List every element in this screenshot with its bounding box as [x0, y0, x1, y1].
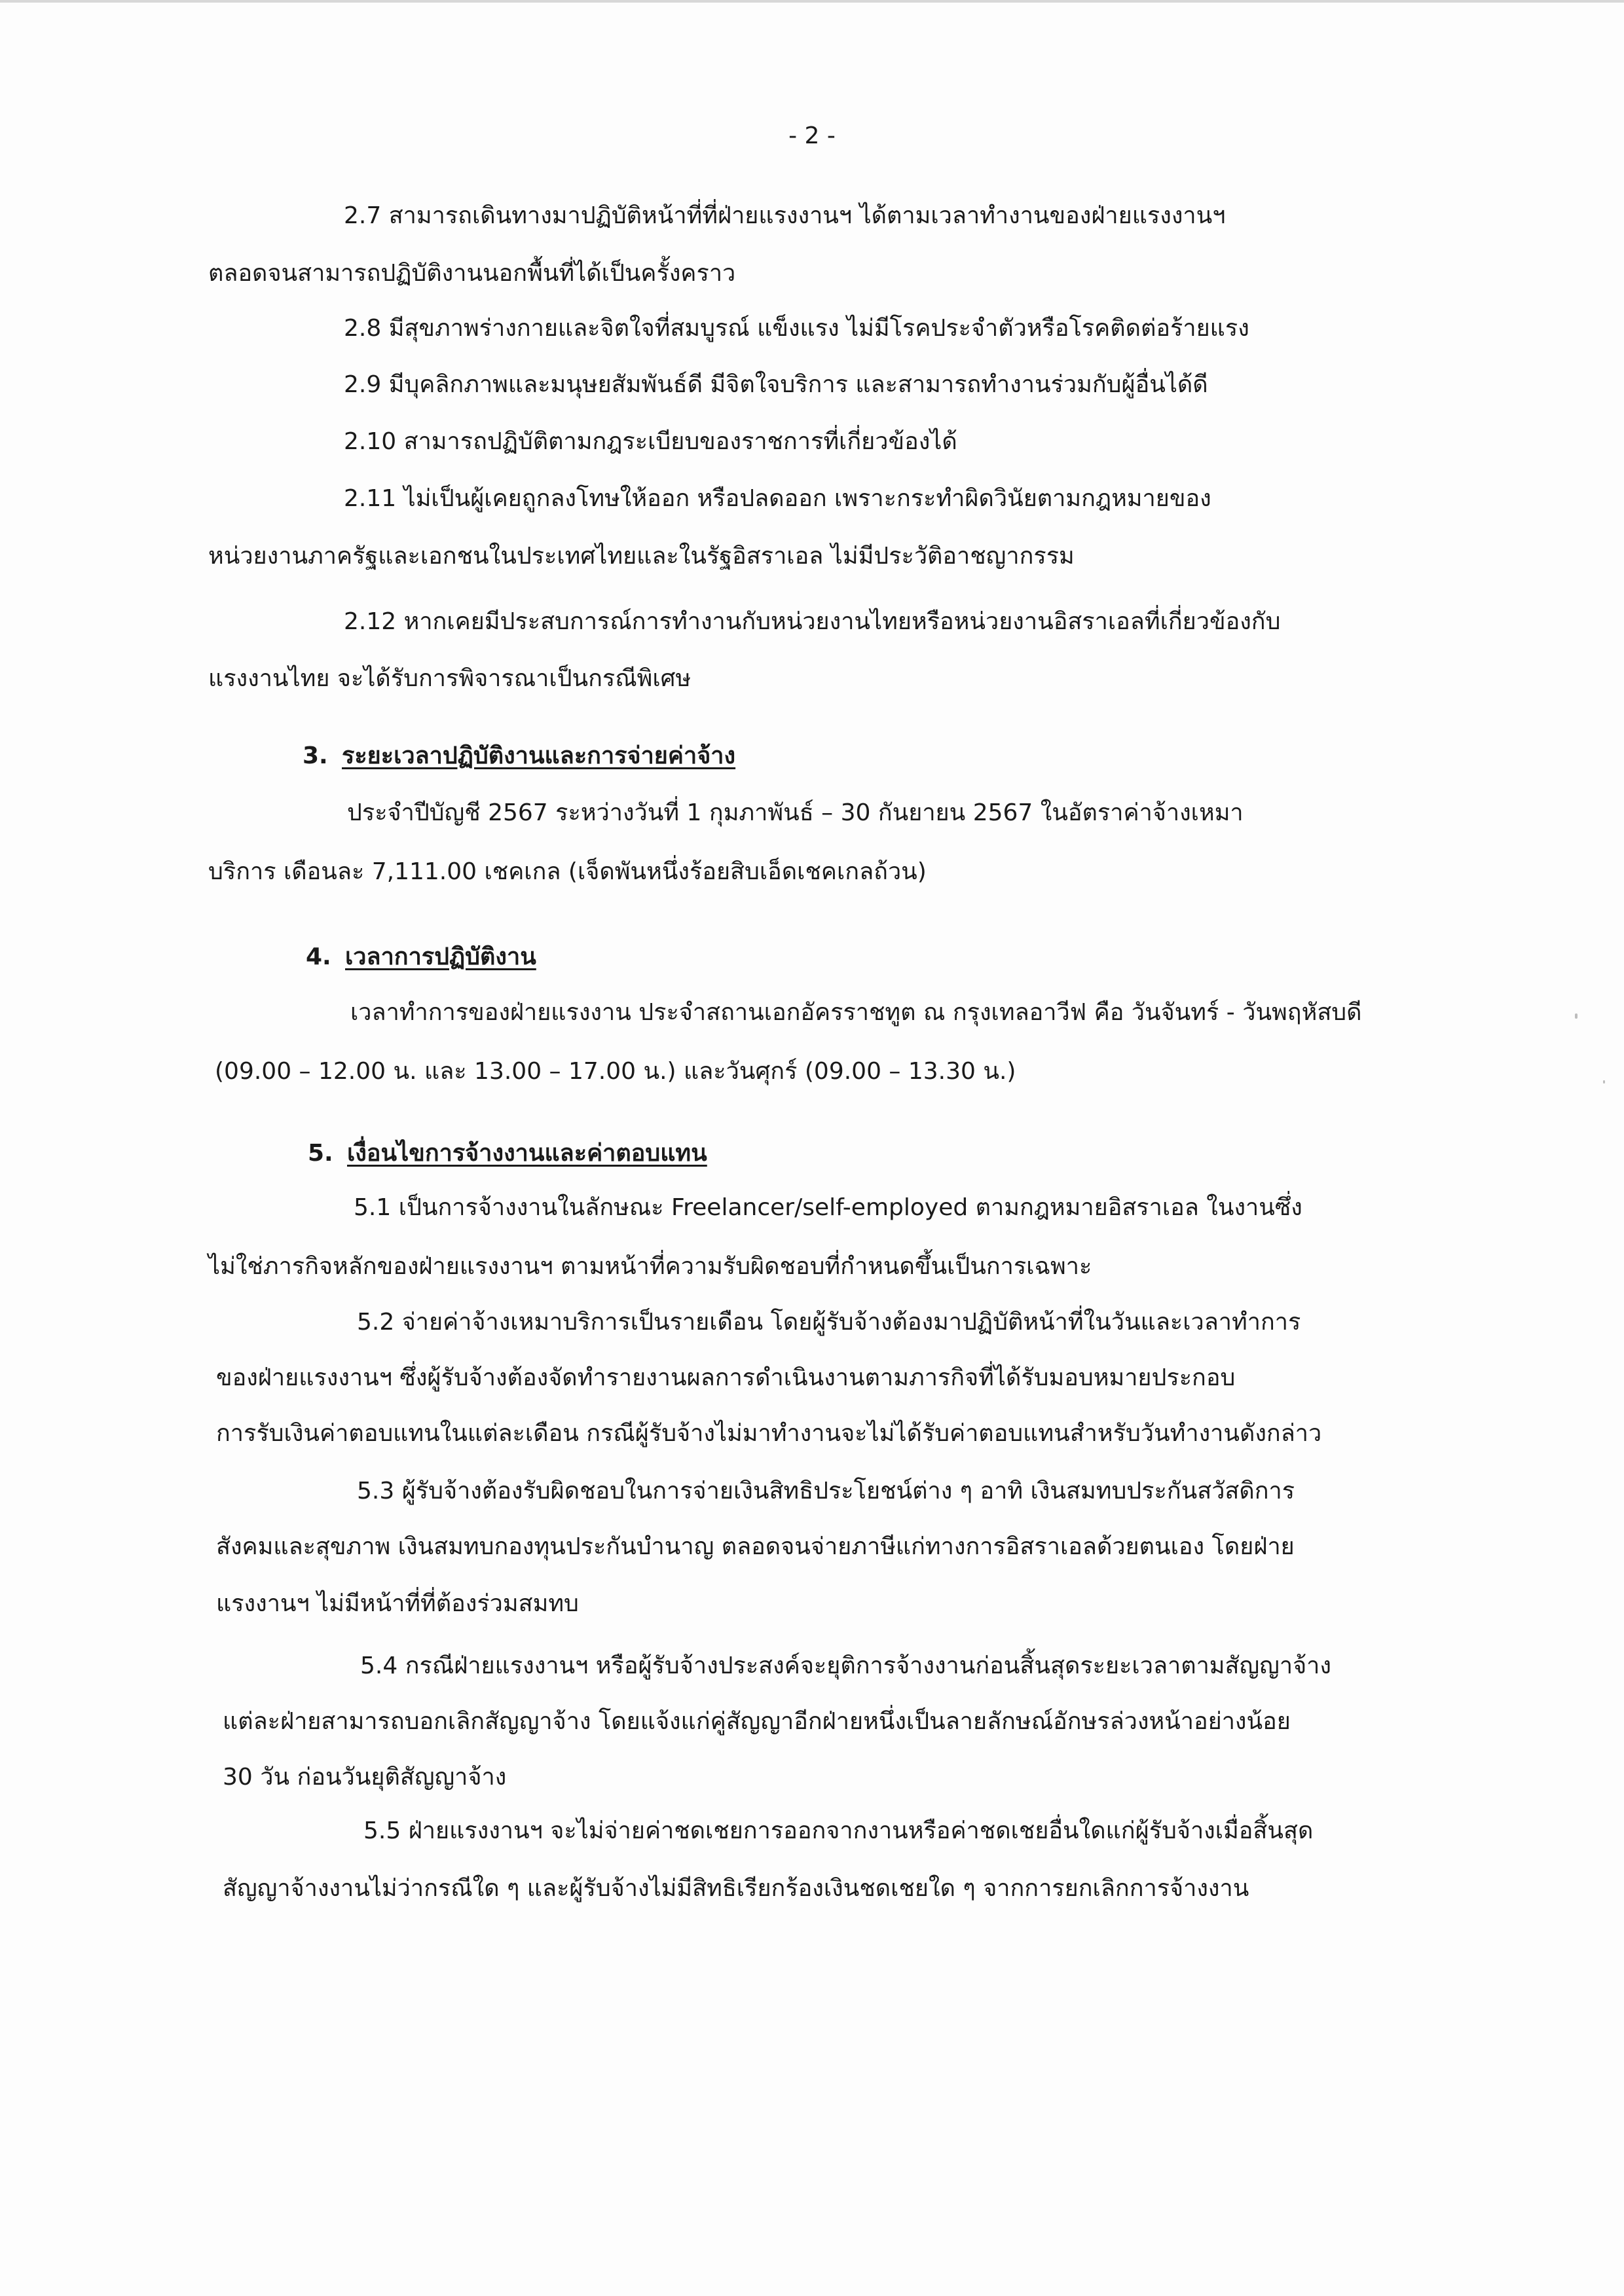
section-4-line1: เวลาทำการของฝ่ายแรงงาน ประจำสถานเอกอัครราชทูต ณ กรุงเทลอาวีฟ คือ วันจันทร์ - วันพฤหัสบดี	[350, 999, 1362, 1026]
item-2-10: 2.10 สามารถปฏิบัติตามกฎระเบียบของราชการที่เกี่ยวข้องได้	[344, 428, 957, 455]
scan-speck	[1575, 1013, 1578, 1019]
item-5-5-line2: สัญญาจ้างงานไม่ว่ากรณีใด ๆ และผู้รับจ้างไม่มีสิทธิเรียกร้องเงินชดเชยใด ๆ จากการยกเลิกการจ้างงาน	[223, 1875, 1249, 1902]
section-5-number: 5.	[308, 1140, 333, 1167]
item-5-5-line1: 5.5 ฝ่ายแรงงานฯ จะไม่จ่ายค่าชดเชยการออกจากงานหรือค่าชดเชยอื่นใดแก่ผู้รับจ้างเมื่อสิ้นสุด	[363, 1817, 1314, 1844]
section-4-line2: (09.00 – 12.00 น. และ 13.00 – 17.00 น.) และวันศุกร์ (09.00 – 13.30 น.)	[215, 1058, 1016, 1085]
section-5-heading	[308, 1137, 707, 1170]
section-3-number: 3.	[303, 742, 328, 769]
item-5-1-line2: ไม่ใช่ภารกิจหลักของฝ่ายแรงงานฯ ตามหน้าที่ความรับผิดชอบที่กำหนดขึ้นเป็นการเฉพาะ	[208, 1253, 1092, 1280]
item-5-4-line3: 30 วัน ก่อนวันยุติสัญญาจ้าง	[223, 1764, 507, 1791]
item-2-7-line1: 2.7 สามารถเดินทางมาปฏิบัติหน้าที่ที่ฝ่ายแรงงานฯ ได้ตามเวลาทำงานของฝ่ายแรงงานฯ	[344, 202, 1226, 229]
item-5-4-line2: แต่ละฝ่ายสามารถบอกเลิกสัญญาจ้าง โดยแจ้งแก่คู่สัญญาอีกฝ่ายหนึ่งเป็นลายลักษณ์อักษรล่วงหน้าอย่างน้อย	[223, 1708, 1291, 1735]
section-3-line2: บริการ เดือนละ 7,111.00 เชคเกล (เจ็ดพันหนึ่งร้อยสิบเอ็ดเชคเกลถ้วน)	[208, 858, 927, 885]
item-5-2-line1: 5.2 จ่ายค่าจ้างเหมาบริการเป็นรายเดือน โดยผู้รับจ้างต้องมาปฏิบัติหน้าที่ในวันและเวลาทำการ	[357, 1309, 1301, 1336]
item-2-12-line2: แรงงานไทย จะได้รับการพิจารณาเป็นกรณีพิเศษ	[208, 665, 692, 692]
item-5-2-line3: การรับเงินค่าตอบแทนในแต่ละเดือน กรณีผู้รับจ้างไม่มาทำงานจะไม่ได้รับค่าตอบแทนสำหรับวันทำงานดังกล่าว	[216, 1420, 1322, 1447]
item-5-4-line1: 5.4 กรณีฝ่ายแรงงานฯ หรือผู้รับจ้างประสงค์จะยุติการจ้างงานก่อนสิ้นสุดระยะเวลาตามสัญญาจ้าง	[360, 1652, 1331, 1679]
item-5-3-line3: แรงงานฯ ไม่มีหน้าที่ที่ต้องร่วมสมทบ	[216, 1590, 579, 1617]
item-5-3-line1: 5.3 ผู้รับจ้างต้องรับผิดชอบในการจ่ายเงินสิทธิประโยชน์ต่าง ๆ อาทิ เงินสมทบประกันสวัสดิการ	[357, 1478, 1295, 1504]
scan-edge	[0, 0, 1624, 3]
section-4-number: 4.	[306, 943, 331, 970]
section-3-heading	[303, 740, 735, 773]
scan-speck	[1603, 1080, 1605, 1084]
item-2-7-line2: ตลอดจนสามารถปฏิบัติงานนอกพื้นที่ได้เป็นครั้งคราว	[208, 260, 736, 287]
item-2-12-line1: 2.12 หากเคยมีประสบการณ์การทำงานกับหน่วยงานไทยหรือหน่วยงานอิสราเอลที่เกี่ยวข้องกับ	[344, 608, 1281, 635]
item-2-11-line1: 2.11 ไม่เป็นผู้เคยถูกลงโทษให้ออก หรือปลดออก เพราะกระทำผิดวินัยตามกฎหมายของ	[344, 485, 1211, 512]
section-4-title: เวลาการปฏิบัติงาน	[345, 943, 536, 970]
item-5-3-line2: สังคมและสุขภาพ เงินสมทบกองทุนประกันบำนาญ ตลอดจนจ่ายภาษีแก่ทางการอิสราเอลด้วยตนเอง โดยฝ่าย	[216, 1533, 1295, 1560]
section-3-title: ระยะเวลาปฏิบัติงานและการจ่ายค่าจ้าง	[342, 742, 736, 769]
section-5-title: เงื่อนไขการจ้างงานและค่าตอบแทน	[347, 1140, 707, 1167]
item-5-1-line1: 5.1 เป็นการจ้างงานในลักษณะ Freelancer/self-employed ตามกฎหมายอิสราเอล ในงานซึ่ง	[354, 1194, 1302, 1221]
section-4-heading	[306, 941, 536, 974]
item-5-2-line2: ของฝ่ายแรงงานฯ ซึ่งผู้รับจ้างต้องจัดทำรายงานผลการดำเนินงานตามภารกิจที่ได้รับมอบหมายประกอบ	[216, 1364, 1236, 1391]
item-2-8: 2.8 มีสุขภาพร่างกายและจิตใจที่สมบูรณ์ แข็งแรง ไม่มีโรคประจำตัวหรือโรคติดต่อร้ายแรง	[344, 315, 1249, 342]
section-3-line1: ประจำปีบัญชี 2567 ระหว่างวันที่ 1 กุมภาพันธ์ – 30 กันยายน 2567 ในอัตราค่าจ้างเหมา	[347, 799, 1244, 826]
item-2-11-line2: หน่วยงานภาครัฐและเอกชนในประเทศไทยและในรัฐอิสราเอล ไม่มีประวัติอาชญากรรม	[208, 543, 1075, 570]
item-2-9: 2.9 มีบุคลิกภาพและมนุษยสัมพันธ์ดี มีจิตใจบริการ และสามารถทำงานร่วมกับผู้อื่นได้ดี	[344, 371, 1208, 398]
page-number: - 2 -	[788, 122, 836, 149]
